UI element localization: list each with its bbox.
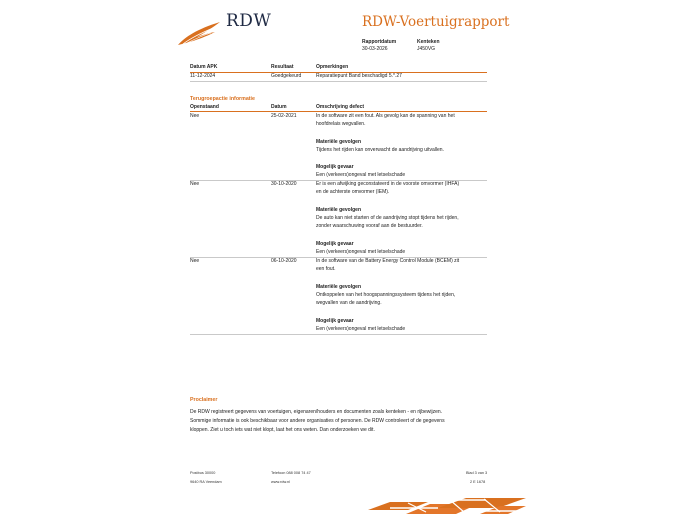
recall-defect-line: In de software van de Battery Energy Control Module (BCEM) zit: [316, 258, 460, 264]
possible-danger-line: Een (verkeers)ongeval met letselschade: [316, 326, 406, 332]
material-consequences-label: Materiële gevolgen: [316, 284, 362, 290]
footer-doc-code: 2 E 1678: [470, 480, 486, 484]
possible-danger-line: Een (verkeers)ongeval met letselschade: [316, 172, 406, 178]
apk-col-date: Datum APK: [190, 64, 218, 70]
recall-defect-line: een fout.: [316, 266, 336, 272]
apk-col-remarks: Opmerkingen: [316, 64, 349, 70]
recall-col-date: Datum: [271, 104, 287, 110]
apk-result-cell: Goedgekeurd: [271, 73, 302, 79]
license-plate-value: J450VG: [417, 46, 436, 52]
report-date-value: 30-03-2026: [362, 46, 388, 52]
recall-open-cell: Nee: [190, 181, 200, 187]
footer-city: 9640 RA Veendam: [190, 480, 222, 484]
material-consequences-line: wegvallen van de aandrijving.: [316, 300, 382, 306]
recall-section-title: Terugroepactie informatie: [190, 96, 255, 102]
apk-col-result: Resultaat: [271, 64, 294, 70]
possible-danger-label: Mogelijk gevaar: [316, 318, 354, 324]
material-consequences-line: Tijdens het rijden kan onverwacht de aandrijving uitvallen.: [316, 147, 444, 153]
disclaimer-line: kloppen. Ziet u toch iets wat niet klopt, laat het ons weten. Dan onderzoeken we dit.: [190, 427, 375, 433]
recall-date-cell: 30-10-2020: [271, 181, 297, 187]
footer-phone: Telefoon 088 008 74 47: [271, 471, 311, 475]
recall-date-cell: 06-10-2020: [271, 258, 297, 264]
recall-defect-line: In de software zit een fout. Als gevolg kan de spanning van het: [316, 113, 455, 119]
report-date-label: Rapportdatum: [362, 39, 397, 45]
disclaimer-title: Proclaimer: [190, 397, 218, 403]
recall-defect-line: en de achterste omvormer (IEM).: [316, 189, 390, 195]
recall-col-description: Omschrijving defect: [316, 104, 365, 110]
recall-open-cell: Nee: [190, 113, 200, 119]
material-consequences-line: zonder waarschuwing vooraf aan de bestuurder.: [316, 223, 423, 229]
material-consequences-line: Ontkoppelen van het hoogspanningssysteem tijdens het rijden,: [316, 292, 456, 298]
document-title: RDW-Voertuigrapport: [362, 14, 510, 30]
footer-page-number: Blad 3 van 3: [466, 471, 488, 475]
recall-defect-line: Er is een afwijking geconstateerd in de voorste omvormer (IHFA): [316, 181, 460, 187]
possible-danger-label: Mogelijk gevaar: [316, 241, 354, 247]
apk-row-rule: [190, 81, 487, 82]
rdw-wing-logo-icon: [177, 20, 221, 46]
disclaimer-line: Sommige informatie is ook beschikbaar voor andere organisaties of personen. De RDW controleert of de gegevens: [190, 418, 445, 424]
recall-open-cell: Nee: [190, 258, 200, 264]
recall-col-open: Openstaand: [190, 104, 219, 110]
apk-date-cell: 11-12-2024: [190, 73, 216, 79]
possible-danger-label: Mogelijk gevaar: [316, 164, 354, 170]
apk-remarks-cell: Reparatiepunt Band beschadigd 5.*.27: [316, 73, 402, 79]
footer-website-link[interactable]: www.rdw.nl: [271, 480, 290, 484]
recall-defect-line: hoofdrelais wegvallen.: [316, 121, 366, 127]
recall-date-cell: 25-02-2021: [271, 113, 297, 119]
material-consequences-line: De auto kan niet starten of de aandrijving stopt tijdens het rijden,: [316, 215, 459, 221]
material-consequences-label: Materiële gevolgen: [316, 139, 362, 145]
brand-logo-text: RDW: [226, 11, 272, 31]
possible-danger-line: Een (verkeers)ongeval met letselschade: [316, 249, 406, 255]
disclaimer-line: De RDW registreert gegevens van voertuigen, eigenaren/houders en documenten zoals kenteken - en rijbewijzen.: [190, 409, 443, 415]
recall-row-rule: [190, 334, 487, 335]
license-plate-label: Kenteken: [417, 39, 440, 45]
material-consequences-label: Materiële gevolgen: [316, 207, 362, 213]
decorative-stripes-graphic-icon: [368, 496, 526, 514]
footer-postbus: Postbus 30000: [190, 471, 216, 475]
